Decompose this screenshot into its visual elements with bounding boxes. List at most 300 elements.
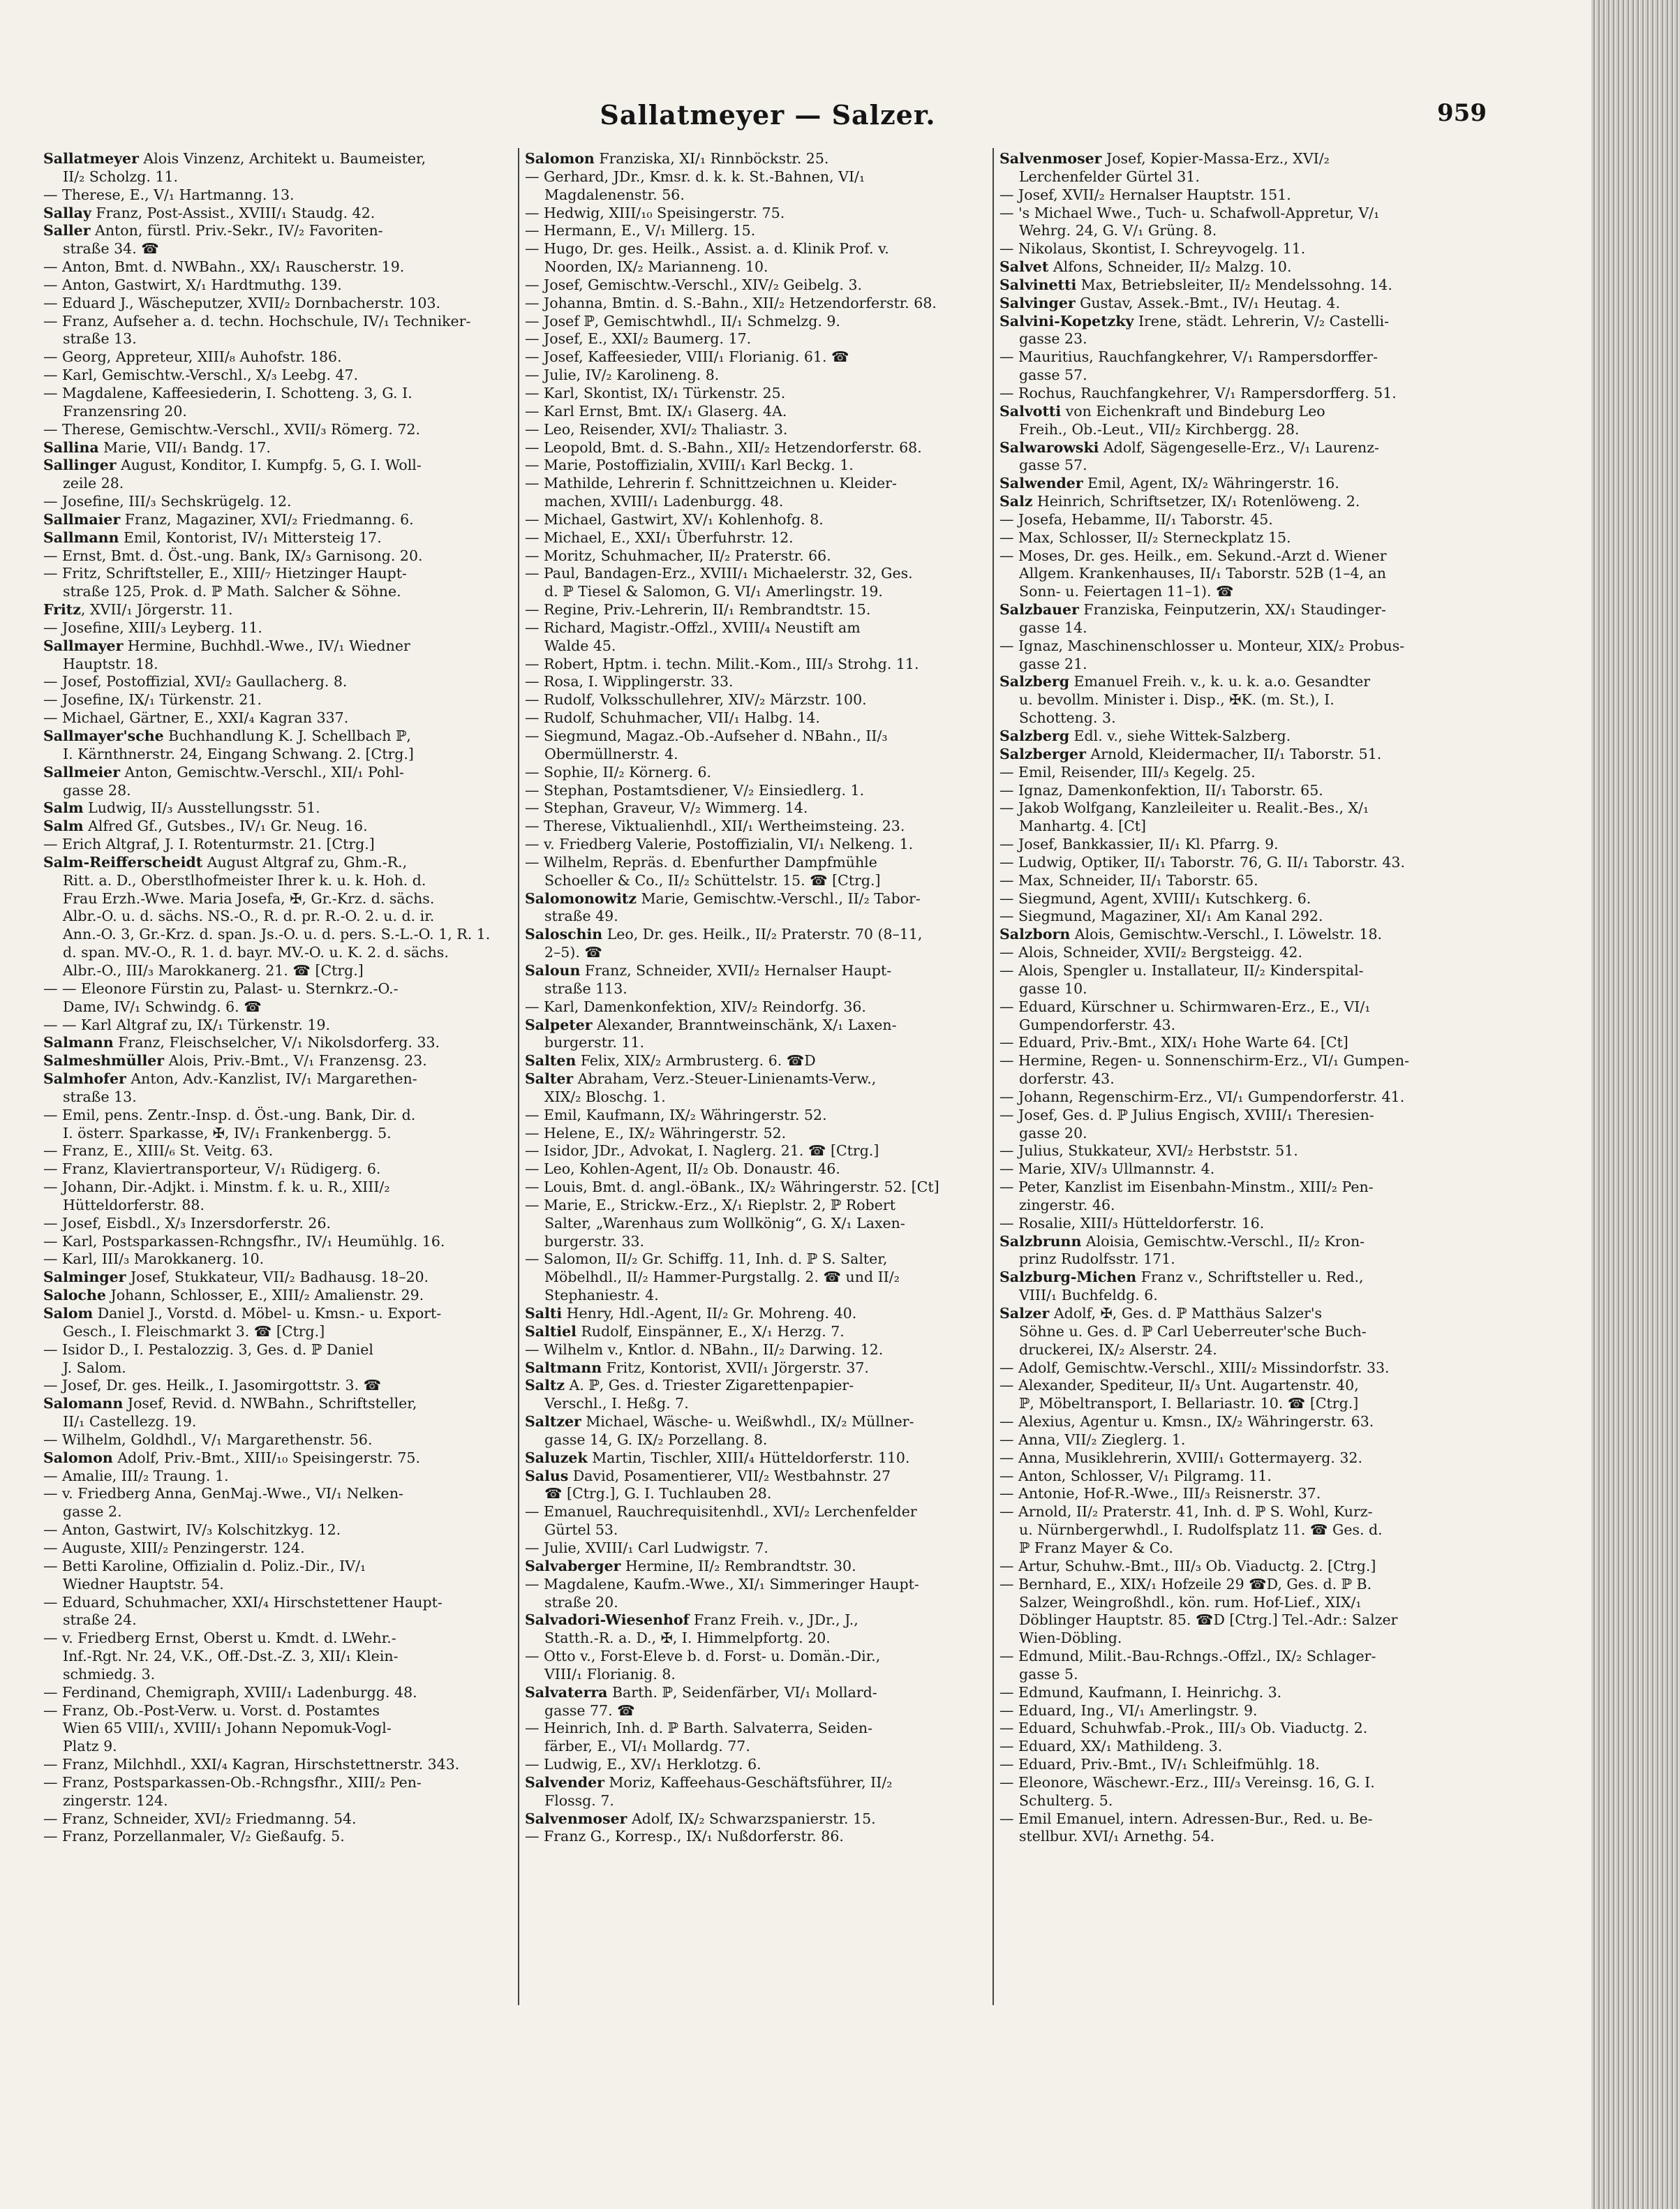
entry-text: — Isidor, JDr., Advokat, I. Naglerg. 21. ☎ [Ctrg.] bbox=[525, 1142, 879, 1160]
directory-line bbox=[999, 348, 1460, 367]
directory-line bbox=[999, 1521, 1460, 1539]
entry-text: — Franz, Milchhdl., XXI/₄ Kagran, Hirschstettnerstr. 343. bbox=[43, 1756, 460, 1773]
entry-surname: Sallay bbox=[43, 204, 91, 221]
entry-text: burgerstr. 11. bbox=[544, 1034, 645, 1051]
directory-line bbox=[43, 637, 504, 656]
entry-surname: Salvadori-Wiesenhof bbox=[525, 1611, 690, 1629]
directory-line bbox=[43, 1774, 504, 1792]
entry-text: — Anton, Bmt. d. NWBahn., XX/₁ Rauscherstr. 19. bbox=[43, 258, 405, 276]
page-header bbox=[49, 99, 1487, 141]
entry-surname: Salwarowski bbox=[999, 438, 1099, 456]
entry-text: — Anna, VII/₂ Zieglerg. 1. bbox=[999, 1431, 1186, 1448]
directory-line bbox=[43, 709, 504, 727]
directory-line bbox=[43, 1792, 504, 1810]
directory-line bbox=[43, 691, 504, 709]
entry-surname: Sallatmeyer bbox=[43, 150, 139, 167]
entry-text: Aloisia, Gemischtw.-Verschl., II/₂ Kron- bbox=[1081, 1232, 1365, 1250]
entry-text: — Heinrich, Inh. d. ℙ Barth. Salvaterra, Seiden- bbox=[525, 1720, 873, 1737]
directory-line bbox=[43, 276, 504, 295]
directory-line bbox=[525, 1594, 986, 1612]
directory-line bbox=[525, 1179, 986, 1197]
entry-text: — v. Friedberg Valerie, Postoffizialin, VI/₁ Nelkeng. 1. bbox=[525, 836, 914, 853]
entry-text: — Josefa, Hebamme, II/₁ Taborstr. 45. bbox=[999, 510, 1273, 528]
column-divider bbox=[518, 148, 519, 2005]
entry-text: Inf.-Rgt. Nr. 24, V.K., Off.-Dst.-Z. 3, XII/₁ Klein- bbox=[63, 1648, 399, 1665]
entry-text: — Anton, Schlosser, V/₁ Pilgramg. 11. bbox=[999, 1467, 1272, 1484]
entry-text: gasse 77. ☎ bbox=[544, 1701, 635, 1719]
entry-text: — Therese, E., V/₁ Hartmanng. 13. bbox=[43, 186, 295, 203]
entry-text: — Julie, XVIII/₁ Carl Ludwigstr. 7. bbox=[525, 1539, 768, 1556]
directory-line bbox=[43, 727, 504, 746]
entry-text: Allgem. Krankenhauses, II/₁ Taborstr. 52B (1–4, an bbox=[1019, 565, 1386, 582]
entry-text: — Hedwig, XIII/₁₀ Speisingerstr. 75. bbox=[525, 204, 785, 221]
directory-line bbox=[999, 547, 1460, 566]
entry-text: Platz 9. bbox=[63, 1738, 117, 1755]
entry-text: — Wilhelm v., Kntlor. d. NBahn., II/₂ Darwing. 12. bbox=[525, 1340, 884, 1358]
directory-line bbox=[525, 1720, 986, 1738]
entry-text: Martin, Tischler, XIII/₄ Hütteldorferstr. 110. bbox=[587, 1449, 910, 1466]
entry-text: straße 49. bbox=[544, 908, 618, 925]
entry-text: Emil, Kontorist, IV/₁ Mittersteig 17. bbox=[119, 529, 382, 546]
directory-line bbox=[43, 1521, 504, 1539]
entry-text: prinz Rudolfsstr. 171. bbox=[1019, 1250, 1175, 1268]
entry-text: Henry, Hdl.-Agent, II/₂ Gr. Mohreng. 40. bbox=[562, 1305, 857, 1322]
entry-text: — 's Michael Wwe., Tuch- u. Schafwoll-Appretur, V/₁ bbox=[999, 204, 1380, 221]
entry-text: — Antonie, Hof-R.-Wwe., III/₃ Reisnerstr. 37. bbox=[999, 1485, 1321, 1502]
directory-line bbox=[999, 1666, 1460, 1684]
entry-text: gasse 5. bbox=[1019, 1665, 1078, 1683]
entry-surname: Salten bbox=[525, 1052, 577, 1070]
directory-line bbox=[525, 475, 986, 493]
entry-surname: Sallmeier bbox=[43, 763, 121, 781]
directory-line bbox=[525, 944, 986, 962]
entry-text: Söhne u. Ges. d. ℙ Carl Ueberreuter'sche Buch- bbox=[1019, 1322, 1367, 1340]
entry-text: Josef, Stukkateur, VII/₂ Badhausg. 18–20. bbox=[126, 1269, 429, 1286]
directory-line bbox=[43, 1287, 504, 1305]
directory-line bbox=[43, 1305, 504, 1323]
entry-text: Josef, Revid. d. NWBahn., Schriftsteller, bbox=[123, 1395, 417, 1412]
directory-line bbox=[999, 1648, 1460, 1666]
directory-line bbox=[999, 1323, 1460, 1341]
entry-text: Franz v., Schriftsteller u. Red., bbox=[1136, 1269, 1364, 1286]
directory-line bbox=[43, 1449, 504, 1468]
entry-text: — Julius, Stukkateur, XVI/₂ Herbststr. 51. bbox=[999, 1142, 1298, 1160]
entry-text: — Leo, Kohlen-Agent, II/₂ Ob. Donaustr. 46. bbox=[525, 1160, 840, 1178]
directory-line bbox=[43, 1756, 504, 1774]
directory-line bbox=[43, 1377, 504, 1395]
directory-line bbox=[43, 1034, 504, 1052]
directory-line bbox=[525, 150, 986, 168]
entry-text: d. ℙ Tiesel & Salomon, G. VI/₁ Amerlingstr. 19. bbox=[544, 583, 883, 600]
directory-line bbox=[43, 890, 504, 908]
directory-line bbox=[525, 565, 986, 583]
directory-line bbox=[999, 1359, 1460, 1377]
entry-text: — Ignaz, Damenkonfektion, II/₁ Taborstr. 65. bbox=[999, 781, 1323, 799]
directory-line bbox=[525, 205, 986, 223]
entry-surname: Sallinger bbox=[43, 457, 117, 474]
directory-line bbox=[999, 673, 1460, 691]
directory-line bbox=[43, 1702, 504, 1720]
entry-text: u. Nürnbergerwhdl., I. Rudolfsplatz 11. ☎ Ges. d. bbox=[1019, 1521, 1383, 1539]
directory-line bbox=[525, 313, 986, 331]
entry-text: — Marie, XIV/₃ Ullmannstr. 4. bbox=[999, 1160, 1215, 1178]
directory-line bbox=[525, 1630, 986, 1648]
entry-text: — Michael, E., XXI/₁ Überfuhrstr. 12. bbox=[525, 529, 794, 546]
entry-surname: Salm-Reifferscheidt bbox=[43, 853, 203, 871]
directory-line bbox=[999, 1792, 1460, 1810]
entry-text: — v. Friedberg Ernst, Oberst u. Kmdt. d. LWehr.- bbox=[43, 1630, 396, 1647]
entry-surname: Salpeter bbox=[525, 1016, 593, 1033]
directory-line bbox=[999, 1107, 1460, 1125]
directory-line bbox=[999, 330, 1460, 348]
entry-text: Wehrg. 24, G. V/₁ Grüng. 8. bbox=[1019, 222, 1217, 239]
directory-line bbox=[999, 818, 1460, 836]
entry-text: August, Konditor, I. Kumpfg. 5, G. I. Woll- bbox=[116, 457, 422, 474]
directory-line bbox=[43, 1413, 504, 1431]
directory-line bbox=[999, 205, 1460, 223]
entry-surname: Saloun bbox=[525, 961, 581, 979]
entry-text: Schotteng. 3. bbox=[1019, 709, 1116, 727]
entry-text: — Karl, Postsparkassen-Rchngsfhr., IV/₁ Heumühlg. 16. bbox=[43, 1232, 445, 1250]
entry-text: II/₁ Castellezg. 19. bbox=[63, 1413, 197, 1431]
entry-text: straße 113. bbox=[544, 980, 627, 997]
directory-line bbox=[43, 799, 504, 818]
directory-line bbox=[999, 1215, 1460, 1233]
entry-text: — Alois, Schneider, XVII/₂ Bergsteigg. 42. bbox=[999, 944, 1302, 961]
entry-text: — Karl, Skontist, IX/₁ Türkenstr. 25. bbox=[525, 384, 786, 401]
entry-text: Johann, Schlosser, E., XIII/₂ Amalienstr. 29. bbox=[105, 1287, 424, 1304]
directory-line bbox=[525, 980, 986, 998]
directory-line bbox=[525, 1070, 986, 1088]
directory-line bbox=[525, 583, 986, 601]
directory-line bbox=[525, 1648, 986, 1666]
directory-line bbox=[999, 1738, 1460, 1756]
entry-text: — Franz, Klaviertransporteur, V/₁ Rüdigerg. 6. bbox=[43, 1160, 381, 1178]
directory-line bbox=[999, 998, 1460, 1017]
entry-surname: Salzborn bbox=[999, 926, 1071, 943]
entry-text: — Artur, Schuhw.-Bmt., III/₃ Ob. Viaductg. 2. [Ctrg.] bbox=[999, 1557, 1376, 1574]
directory-line bbox=[999, 475, 1460, 493]
directory-line bbox=[999, 782, 1460, 800]
directory-line bbox=[525, 295, 986, 313]
entry-text: Marie, VII/₁ Bandg. 17. bbox=[98, 438, 271, 456]
entry-text: — Nikolaus, Skontist, I. Schreyvogelg. 11. bbox=[999, 240, 1306, 258]
entry-surname: Sallina bbox=[43, 438, 99, 456]
entry-text: gasse 57. bbox=[1019, 457, 1087, 474]
entry-text: straße 20. bbox=[544, 1593, 618, 1611]
entry-text: — Moritz, Schuhmacher, II/₂ Praterstr. 66. bbox=[525, 547, 831, 564]
entry-text: — Peter, Kanzlist im Eisenbahn-Minstm., XIII/₂ Pen- bbox=[999, 1179, 1374, 1196]
directory-line bbox=[43, 1017, 504, 1035]
entry-surname: Fritz bbox=[43, 601, 81, 619]
entry-text: Schulterg. 5. bbox=[1019, 1791, 1113, 1809]
entry-text: gasse 28. bbox=[63, 781, 131, 799]
entry-surname: Sallmayer'sche bbox=[43, 727, 164, 744]
entry-text: — Helene, E., IX/₂ Währingerstr. 52. bbox=[525, 1124, 787, 1142]
directory-line bbox=[43, 1558, 504, 1576]
directory-line bbox=[525, 1125, 986, 1143]
directory-line bbox=[43, 565, 504, 583]
directory-line bbox=[999, 1160, 1460, 1179]
entry-text: Magdalenenstr. 56. bbox=[544, 186, 685, 203]
entry-text: — Alexius, Agentur u. Kmsn., IX/₂ Währingerstr. 63. bbox=[999, 1413, 1374, 1431]
entry-text: gasse 2. bbox=[63, 1503, 122, 1521]
directory-line bbox=[525, 168, 986, 186]
entry-text: Daniel J., Vorstd. d. Möbel- u. Kmsn.- u. Export- bbox=[93, 1305, 442, 1322]
entry-surname: Salomann bbox=[43, 1395, 124, 1412]
directory-line bbox=[999, 926, 1460, 944]
entry-text: — Max, Schneider, II/₁ Taborstr. 65. bbox=[999, 871, 1258, 889]
directory-line bbox=[43, 186, 504, 205]
entry-text: I. Kärnthnerstr. 24, Eingang Schwang. 2. [Ctrg.] bbox=[63, 745, 414, 762]
entry-surname: Saltz bbox=[525, 1377, 565, 1394]
directory-line bbox=[525, 1684, 986, 1702]
directory-line bbox=[525, 1034, 986, 1052]
entry-text: — Michael, Gärtner, E., XXI/₄ Kagran 337. bbox=[43, 709, 349, 727]
directory-line bbox=[999, 1269, 1460, 1287]
directory-line bbox=[999, 1377, 1460, 1395]
entry-text: Abraham, Verz.-Steuer-Linienamts-Verw., bbox=[573, 1070, 877, 1088]
entry-text: A. ℙ, Ges. d. Triester Zigarettenpapier- bbox=[565, 1377, 854, 1394]
directory-line bbox=[525, 908, 986, 926]
directory-line bbox=[525, 1197, 986, 1215]
directory-line bbox=[999, 1828, 1460, 1846]
directory-line bbox=[999, 836, 1460, 854]
entry-text: J. Salom. bbox=[63, 1359, 126, 1376]
entry-text: Alfons, Schneider, II/₂ Malzg. 10. bbox=[1048, 258, 1292, 276]
directory-line bbox=[43, 421, 504, 439]
directory-line bbox=[43, 908, 504, 926]
entry-text: — Eduard, Schuhmacher, XXI/₄ Hirschstettener Haupt- bbox=[43, 1593, 443, 1611]
directory-line bbox=[999, 1431, 1460, 1449]
column-1 bbox=[43, 150, 504, 1846]
entry-text: Alois, Gemischtw.-Verschl., I. Löwelstr. 18. bbox=[1070, 926, 1383, 943]
entry-text: — Anna, Musiklehrerin, XVIII/₁ Gottermayerg. 32. bbox=[999, 1449, 1362, 1466]
entry-text: Franz Freih. v., JDr., J., bbox=[689, 1611, 858, 1629]
entry-text: Emil, Agent, IX/₂ Währingerstr. 16. bbox=[1083, 475, 1339, 492]
directory-line bbox=[525, 1756, 986, 1774]
directory-line bbox=[525, 1305, 986, 1323]
directory-line bbox=[43, 295, 504, 313]
entry-text: u. bevollm. Minister i. Disp., ✠K. (m. St.), I. bbox=[1019, 691, 1335, 709]
directory-line bbox=[999, 1341, 1460, 1359]
entry-text: Schoeller & Co., II/₂ Schüttelstr. 15. ☎ [Ctrg.] bbox=[544, 871, 881, 889]
entry-text: — Anton, Gastwirt, IV/₃ Kolschitzkyg. 12. bbox=[43, 1521, 341, 1539]
directory-line bbox=[43, 746, 504, 764]
directory-line bbox=[43, 944, 504, 962]
directory-line bbox=[999, 872, 1460, 890]
entry-text: — Amalie, III/₂ Traung. 1. bbox=[43, 1467, 229, 1484]
entry-text: — Auguste, XIII/₂ Penzingerstr. 124. bbox=[43, 1539, 305, 1556]
entry-text: Adolf, ✠, Ges. d. ℙ Matthäus Salzer's bbox=[1049, 1305, 1323, 1322]
entry-text: — Karl Ernst, Bmt. IX/₁ Glaserg. 4A. bbox=[525, 402, 787, 420]
entry-text: Dame, IV/₁ Schwindg. 6. ☎ bbox=[63, 998, 262, 1015]
directory-line bbox=[525, 403, 986, 421]
entry-text: — Stephan, Postamtsdiener, V/₂ Einsiedlerg. 1. bbox=[525, 781, 865, 799]
directory-line bbox=[999, 1576, 1460, 1594]
entry-text: zingerstr. 124. bbox=[63, 1791, 168, 1809]
entry-text: — Therese, Gemischtw.-Verschl., XVII/₃ Römerg. 72. bbox=[43, 420, 420, 438]
entry-text: Noorden, IX/₂ Marianneng. 10. bbox=[544, 258, 768, 276]
directory-line bbox=[525, 1269, 986, 1287]
entry-text: Arnold, Kleidermacher, II/₁ Taborstr. 51. bbox=[1085, 745, 1382, 762]
directory-line bbox=[999, 727, 1460, 746]
directory-line bbox=[525, 1160, 986, 1179]
entry-text: — Emil, pens. Zentr.-Insp. d. Öst.-ung. Bank, Dir. d. bbox=[43, 1106, 416, 1123]
entry-text: — Gerhard, JDr., Kmsr. d. k. k. St.-Bahnen, VI/₁ bbox=[525, 168, 865, 185]
column-2 bbox=[525, 150, 986, 1846]
directory-line bbox=[525, 1431, 986, 1449]
entry-text: — Johann, Dir.-Adjkt. i. Minstm. f. k. u. R., XIII/₂ bbox=[43, 1179, 390, 1196]
entry-text: Gesch., I. Fleischmarkt 3. ☎ [Ctrg.] bbox=[63, 1322, 325, 1340]
entry-text: — Hugo, Dr. ges. Heilk., Assist. a. d. Klinik Prof. v. bbox=[525, 240, 889, 258]
directory-line bbox=[525, 926, 986, 944]
directory-line bbox=[43, 240, 504, 258]
directory-line bbox=[43, 330, 504, 348]
directory-line bbox=[43, 1088, 504, 1107]
directory-line bbox=[43, 457, 504, 475]
entry-text: — Adolf, Gemischtw.-Verschl., XIII/₂ Missindorfstr. 33. bbox=[999, 1359, 1390, 1376]
entry-text: Gumpendorferstr. 43. bbox=[1019, 1016, 1176, 1033]
directory-line bbox=[43, 1107, 504, 1125]
entry-text: gasse 10. bbox=[1019, 980, 1087, 997]
entry-text: — Franz, Aufseher a. d. techn. Hochschule, IV/₁ Techniker- bbox=[43, 312, 471, 330]
directory-line bbox=[999, 1017, 1460, 1035]
entry-text: Adolf, Priv.-Bmt., XIII/₁₀ Speisingerstr. 75. bbox=[112, 1449, 420, 1466]
entry-text: — Rudolf, Volksschullehrer, XIV/₂ Märzstr. 100. bbox=[525, 691, 867, 709]
entry-text: — Jakob Wolfgang, Kanzleileiter u. Realit.-Bes., X/₁ bbox=[999, 799, 1369, 817]
directory-line bbox=[525, 673, 986, 691]
entry-text: Hermine, II/₂ Rembrandtstr. 30. bbox=[620, 1557, 856, 1574]
entry-text: — Anton, Gastwirt, X/₁ Hardtmuthg. 139. bbox=[43, 276, 342, 293]
directory-line bbox=[525, 619, 986, 637]
directory-line bbox=[43, 1142, 504, 1160]
entry-text: — Ernst, Bmt. d. Öst.-ung. Bank, IX/₃ Garnisong. 20. bbox=[43, 547, 423, 564]
directory-line bbox=[999, 1594, 1460, 1612]
directory-line bbox=[999, 1070, 1460, 1088]
directory-line bbox=[43, 872, 504, 890]
entry-surname: Salm bbox=[43, 799, 84, 817]
entry-text: straße 24. bbox=[63, 1611, 137, 1629]
entry-text: — Magdalene, Kaufm.-Wwe., XI/₁ Simmeringer Haupt- bbox=[525, 1575, 919, 1593]
entry-text: — Regine, Priv.-Lehrerin, II/₁ Rembrandtstr. 15. bbox=[525, 601, 871, 619]
directory-line bbox=[525, 1774, 986, 1792]
directory-line bbox=[43, 1828, 504, 1846]
page-number: 959 bbox=[1437, 99, 1487, 127]
directory-line bbox=[525, 1702, 986, 1720]
entry-surname: Saloschin bbox=[525, 926, 603, 943]
entry-text: Döblinger Hauptstr. 85. ☎D [Ctrg.] Tel.-Adr.: Salzer bbox=[1019, 1611, 1398, 1629]
directory-line bbox=[43, 1738, 504, 1756]
entry-surname: Salzberg bbox=[999, 727, 1070, 744]
directory-line bbox=[43, 1070, 504, 1088]
entry-text: — Karl, Damenkonfektion, XIV/₂ Reindorfg. 36. bbox=[525, 998, 866, 1015]
entry-text: August Altgraf zu, Ghm.-R., bbox=[202, 853, 408, 871]
directory-line bbox=[999, 962, 1460, 980]
directory-line bbox=[43, 493, 504, 511]
entry-text: — Josefine, III/₃ Sechskrügelg. 12. bbox=[43, 493, 292, 510]
directory-line bbox=[43, 475, 504, 493]
entry-text: gasse 23. bbox=[1019, 330, 1087, 348]
entry-text: Franz, Post-Assist., XVIII/₁ Staudg. 42. bbox=[91, 204, 376, 221]
directory-line bbox=[525, 962, 986, 980]
entry-text: Hermine, Buchhdl.-Wwe., IV/₁ Wiedner bbox=[123, 637, 410, 654]
directory-line bbox=[525, 348, 986, 367]
entry-surname: Salzbrunn bbox=[999, 1232, 1082, 1250]
entry-text: David, Posamentierer, VII/₂ Westbahnstr. 27 bbox=[568, 1467, 891, 1484]
directory-line bbox=[525, 1521, 986, 1539]
entry-text: — Isidor D., I. Pestalozzig. 3, Ges. d. ℙ Daniel bbox=[43, 1340, 373, 1358]
directory-line bbox=[525, 1738, 986, 1756]
entry-text: Ritt. a. D., Oberstlhofmeister Ihrer k. u. k. Hoh. d. bbox=[63, 871, 426, 889]
entry-text: Salzer, Weingroßhdl., kön. rum. Hof-Lief., XIX/₁ bbox=[1019, 1593, 1362, 1611]
entry-text: — Johanna, Bmtin. d. S.-Bahn., XII/₂ Hetzendorferstr. 68. bbox=[525, 294, 937, 311]
directory-line bbox=[43, 836, 504, 854]
entry-text: — Max, Schlosser, II/₂ Sterneckplatz 15. bbox=[999, 529, 1291, 546]
directory-line bbox=[525, 367, 986, 385]
entry-surname: Saltmann bbox=[525, 1359, 602, 1376]
entry-text: — Siegmund, Magaziner, XI/₁ Am Kanal 292. bbox=[999, 908, 1323, 925]
directory-line bbox=[525, 258, 986, 276]
directory-line bbox=[43, 1431, 504, 1449]
directory-line bbox=[525, 998, 986, 1017]
entry-surname: Salvinger bbox=[999, 294, 1076, 311]
directory-line bbox=[525, 529, 986, 547]
directory-line bbox=[525, 186, 986, 205]
entry-text: Franz, Schneider, XVII/₂ Hernalser Haupt- bbox=[580, 961, 892, 979]
entry-text: Buchhandlung K. J. Schellbach ℙ, bbox=[163, 727, 411, 744]
directory-line bbox=[43, 439, 504, 457]
entry-text: Alois Vinzenz, Architekt u. Baumeister, bbox=[138, 150, 426, 167]
directory-line bbox=[999, 1197, 1460, 1215]
entry-text: 2–5). ☎ bbox=[544, 944, 602, 961]
entry-text: Freih., Ob.-Leut., VII/₂ Kirchbergg. 28. bbox=[1019, 420, 1300, 438]
entry-text: — Josefine, IX/₁ Türkenstr. 21. bbox=[43, 691, 262, 709]
entry-text: färber, E., VI/₁ Mollardg. 77. bbox=[544, 1738, 750, 1755]
entry-text: zeile 28. bbox=[63, 475, 124, 492]
entry-text: Anton, Adv.-Kanzlist, IV/₁ Margarethen- bbox=[126, 1070, 417, 1088]
entry-surname: Salvotti bbox=[999, 402, 1062, 420]
entry-text: — Hermine, Regen- u. Sonnenschirm-Erz., VI/₁ Gumpen- bbox=[999, 1052, 1410, 1070]
entry-surname: Saller bbox=[43, 222, 91, 239]
column-3 bbox=[999, 150, 1460, 1846]
directory-line bbox=[999, 1756, 1460, 1774]
entry-text: — Eduard, XX/₁ Mathildeng. 3. bbox=[999, 1738, 1223, 1755]
directory-line bbox=[43, 529, 504, 547]
directory-line bbox=[525, 1287, 986, 1305]
entry-text: XIX/₂ Bloschg. 1. bbox=[544, 1088, 666, 1105]
entry-text: — Mathilde, Lehrerin f. Schnittzeichnen u. Kleider- bbox=[525, 475, 897, 492]
directory-line bbox=[525, 457, 986, 475]
entry-surname: Salmeshmüller bbox=[43, 1052, 165, 1070]
entry-text: schmiedg. 3. bbox=[63, 1665, 156, 1683]
entry-text: II/₂ Scholzg. 11. bbox=[63, 168, 179, 185]
directory-line bbox=[43, 258, 504, 276]
entry-text: — Moses, Dr. ges. Heilk., em. Sekund.-Arzt d. Wiener bbox=[999, 547, 1387, 564]
directory-line bbox=[999, 313, 1460, 331]
directory-line bbox=[43, 764, 504, 782]
directory-line bbox=[525, 727, 986, 746]
entry-text: — Leo, Reisender, XVI/₂ Thaliastr. 3. bbox=[525, 420, 788, 438]
entry-text: — Eduard, Priv.-Bmt., XIX/₁ Hohe Warte 64. [Ct] bbox=[999, 1034, 1348, 1051]
entry-text: — Eleonore, Wäschewr.-Erz., III/₃ Vereinsg. 16, G. I. bbox=[999, 1773, 1375, 1791]
entry-text: — Emil, Reisender, III/₃ Kegelg. 25. bbox=[999, 763, 1256, 781]
entry-text: — v. Friedberg Anna, GenMaj.-Wwe., VI/₁ Nelken- bbox=[43, 1485, 403, 1502]
entry-text: , XVII/₁ Jörgerstr. 11. bbox=[80, 601, 233, 619]
directory-line bbox=[43, 980, 504, 998]
entry-surname: Salvaberger bbox=[525, 1557, 621, 1574]
directory-line bbox=[43, 619, 504, 637]
